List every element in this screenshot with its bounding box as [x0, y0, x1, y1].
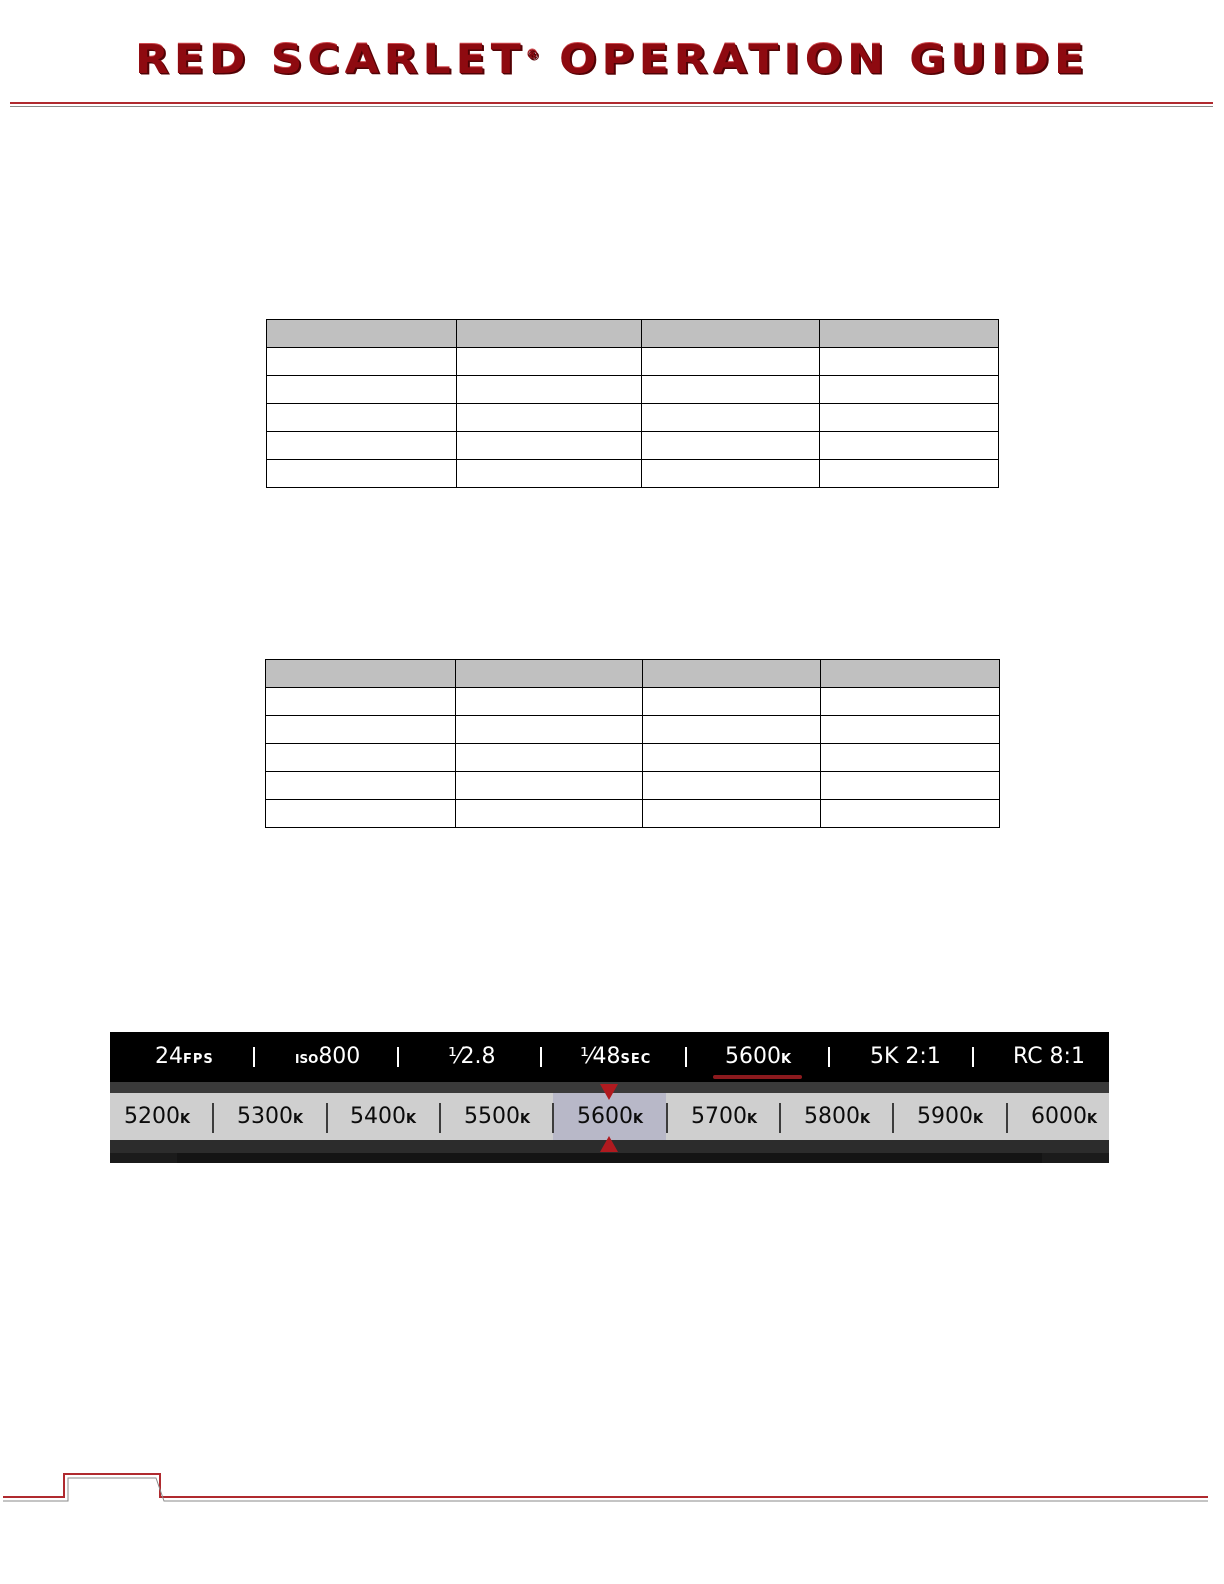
fps-unit: FPS: [183, 1052, 214, 1067]
kelvin-unit: K: [520, 1112, 531, 1127]
status-separator: [253, 1047, 255, 1067]
kelvin-unit: K: [1087, 1112, 1098, 1127]
table-header-cell: [455, 660, 643, 688]
selector-foot-band: [177, 1153, 1042, 1163]
table-header-cell: [820, 320, 999, 348]
table-cell: [455, 688, 643, 716]
kelvin-selector[interactable]: [110, 1093, 1109, 1140]
table-cell: [456, 404, 642, 432]
table-header-cell: [267, 320, 457, 348]
status-separator: [540, 1047, 542, 1067]
aperture-value: ¹⁄2.8: [448, 1044, 496, 1069]
spec-table-2: [265, 659, 1000, 828]
table-cell: [642, 460, 820, 488]
kelvin-option-value: 6000: [1031, 1104, 1087, 1129]
kelvin-option-value: 5600: [577, 1104, 633, 1129]
table-cell: [820, 376, 999, 404]
table-cell: [821, 744, 1000, 772]
status-resolution[interactable]: [870, 1032, 941, 1082]
table-cell: [456, 376, 642, 404]
table-header-cell: [266, 660, 456, 688]
table-cell: [821, 688, 1000, 716]
table-cell: [267, 376, 457, 404]
kelvin-option-value: 5700: [691, 1104, 747, 1129]
status-compression[interactable]: [1013, 1032, 1085, 1082]
color-temp-unit: K: [781, 1052, 793, 1067]
kelvin-option-value: 5900: [917, 1104, 973, 1129]
kelvin-option[interactable]: [691, 1093, 757, 1140]
camera-status-bar: [110, 1032, 1109, 1082]
footer-line: [3, 1474, 1208, 1497]
table-cell: [455, 744, 643, 772]
option-separator: [666, 1103, 668, 1133]
table-row: [267, 432, 999, 460]
table-cell: [643, 716, 821, 744]
option-separator: [326, 1103, 328, 1133]
table-row: [266, 744, 1000, 772]
kelvin-option[interactable]: [917, 1093, 983, 1140]
kelvin-option[interactable]: [1031, 1093, 1097, 1140]
table-cell: [820, 432, 999, 460]
status-separator: [685, 1047, 687, 1067]
active-item-underline: [713, 1075, 802, 1079]
kelvin-unit: K: [406, 1112, 417, 1127]
shutter-value: ¹⁄48: [580, 1044, 621, 1069]
status-aperture[interactable]: [448, 1032, 495, 1082]
kelvin-unit: K: [293, 1112, 304, 1127]
table-cell: [820, 348, 999, 376]
status-iso[interactable]: [295, 1032, 360, 1082]
table-header-cell: [456, 320, 642, 348]
table-row: [266, 800, 1000, 828]
status-fps[interactable]: [155, 1032, 214, 1082]
compression-value: RC 8:1: [1013, 1044, 1085, 1069]
table-cell: [642, 404, 820, 432]
table-cell: [455, 716, 643, 744]
selection-marker-up-icon: [600, 1136, 618, 1152]
table-cell: [456, 432, 642, 460]
table-row: [266, 716, 1000, 744]
table-cell: [455, 772, 643, 800]
kelvin-option[interactable]: [124, 1093, 190, 1140]
table-row: [266, 688, 1000, 716]
table-cell: [642, 376, 820, 404]
table-cell: [266, 772, 456, 800]
table-cell: [643, 800, 821, 828]
color-temp-value: 5600: [725, 1044, 781, 1069]
kelvin-option[interactable]: [350, 1093, 416, 1140]
title-main: RED SCARLET: [134, 36, 526, 83]
kelvin-option-value: 5500: [464, 1104, 520, 1129]
kelvin-option[interactable]: [464, 1093, 530, 1140]
option-separator: [1006, 1103, 1008, 1133]
table-header-cell: [643, 660, 821, 688]
table-cell: [456, 348, 642, 376]
table-row: [267, 460, 999, 488]
kelvin-option-value: 5400: [350, 1104, 406, 1129]
table-cell: [820, 460, 999, 488]
kelvin-unit: K: [633, 1112, 644, 1127]
kelvin-unit: K: [860, 1112, 871, 1127]
camera-status-display: [110, 1032, 1109, 1163]
kelvin-option-value: 5200: [124, 1104, 180, 1129]
kelvin-option-value: 5800: [804, 1104, 860, 1129]
title-rest: OPERATION GUIDE: [538, 36, 1090, 83]
option-separator: [552, 1103, 554, 1133]
footer-rule: [0, 1468, 1224, 1508]
spec-table-1: [266, 319, 999, 488]
status-separator: [972, 1047, 974, 1067]
table-row: [267, 404, 999, 432]
table-cell: [266, 744, 456, 772]
table-cell: [267, 432, 457, 460]
table-cell: [643, 688, 821, 716]
table-cell: [267, 460, 457, 488]
fps-value: 24: [155, 1044, 183, 1069]
table-header-cell: [821, 660, 1000, 688]
table-cell: [642, 432, 820, 460]
header-rule-shadow: [10, 106, 1213, 107]
table-header-cell: [642, 320, 820, 348]
kelvin-unit: K: [180, 1112, 191, 1127]
table-cell: [643, 772, 821, 800]
iso-value: 800: [318, 1044, 361, 1069]
table-header-row: [266, 660, 1000, 688]
header-rule: [10, 102, 1213, 104]
guide-title: [0, 36, 1224, 83]
kelvin-unit: K: [973, 1112, 984, 1127]
selection-marker-down-icon: [600, 1084, 618, 1100]
iso-prefix: ISO: [295, 1052, 319, 1066]
kelvin-option[interactable]: [804, 1093, 870, 1140]
shutter-unit: SEC: [620, 1052, 652, 1067]
kelvin-option-selected[interactable]: [577, 1093, 643, 1140]
table-row: [267, 348, 999, 376]
table-row: [267, 376, 999, 404]
table-cell: [820, 404, 999, 432]
table-cell: [455, 800, 643, 828]
resolution-value: 5K 2:1: [870, 1044, 941, 1069]
table-cell: [266, 800, 456, 828]
table-header-row: [267, 320, 999, 348]
page-header: [0, 0, 1224, 115]
kelvin-unit: K: [747, 1112, 758, 1127]
option-separator: [892, 1103, 894, 1133]
table-cell: [267, 404, 457, 432]
trademark-mark: ®: [525, 48, 539, 63]
table-cell: [456, 460, 642, 488]
table-cell: [821, 800, 1000, 828]
table-cell: [821, 772, 1000, 800]
table-cell: [267, 348, 457, 376]
option-separator: [779, 1103, 781, 1133]
option-separator: [212, 1103, 214, 1133]
table-cell: [821, 716, 1000, 744]
table-cell: [642, 348, 820, 376]
table-cell: [643, 744, 821, 772]
kelvin-option[interactable]: [237, 1093, 303, 1140]
kelvin-option-value: 5300: [237, 1104, 293, 1129]
status-shutter[interactable]: [580, 1032, 651, 1082]
option-separator: [439, 1103, 441, 1133]
table-cell: [266, 688, 456, 716]
status-separator: [828, 1047, 830, 1067]
table-cell: [266, 716, 456, 744]
status-separator: [397, 1047, 399, 1067]
table-row: [266, 772, 1000, 800]
